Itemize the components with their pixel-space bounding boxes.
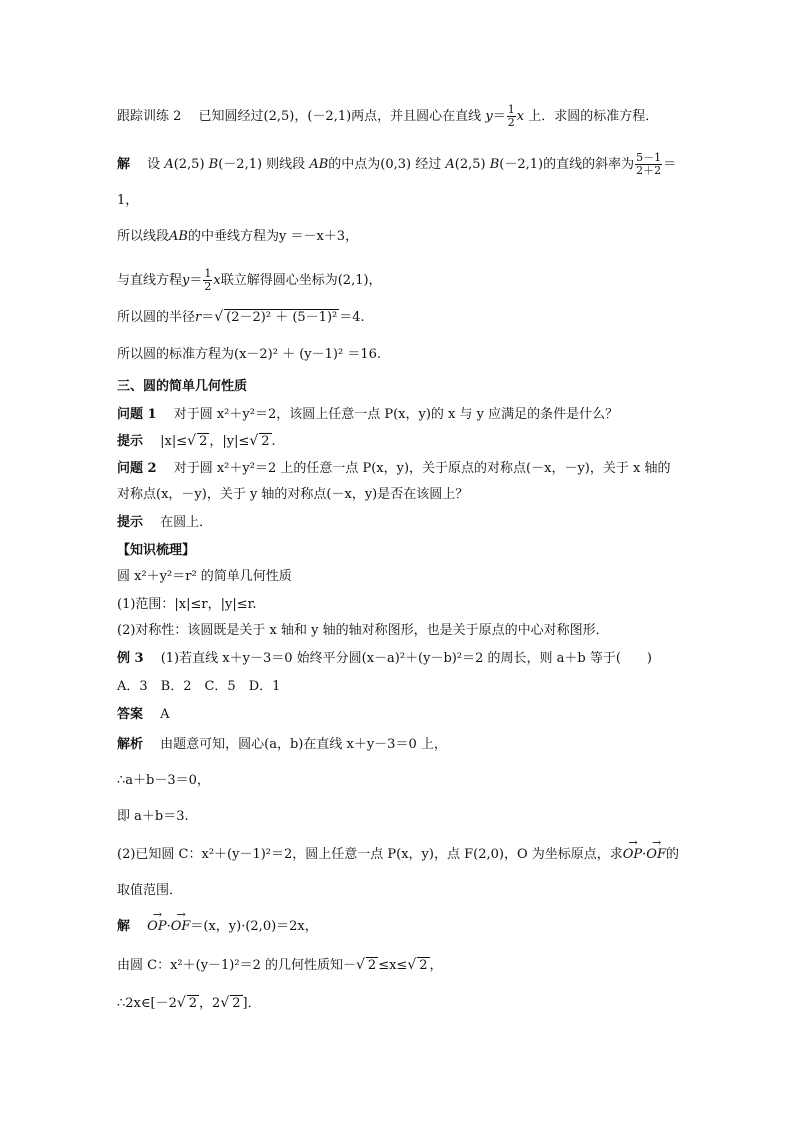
analysis-label: 解析 (117, 737, 144, 752)
section-heading: 三、圆的简单几何性质 (117, 379, 248, 394)
analysis-line: 解析 由题意可知，圆心(a，b)在直线 x＋y－3＝0 上， (117, 737, 447, 752)
geometric-property-line: 由圆 C：x²＋(y－1)²＝2 的几何性质知－√ 2 ≤x≤√ 2 ， (117, 957, 443, 973)
example-3-label: 例 3 (117, 651, 144, 666)
radius-line: 所以圆的半径r＝√ (2－2)² ＋ (5－1)² ＝4. (117, 309, 365, 325)
question-1-label: 问题 1 (117, 407, 157, 422)
example-3-part-2: (2)已知圆 C：x²＋(y－1)²＝2，圆上任意一点 P(x，y)，点 F(2,0)，O 为坐标原点，求→ OP·→ OF的 (117, 846, 679, 864)
therefore-line: ∴a＋b－3＝0， (117, 773, 210, 788)
hint-1-label: 提示 (117, 434, 144, 449)
perpendicular-bisector-line: 所以线段AB的中垂线方程为y ＝－x＋3， (117, 229, 359, 244)
vector-op: → OP (147, 918, 166, 936)
question-1: 问题 1 对于圆 x²＋y²＝2，该圆上任意一点 P(x，y)的 x 与 y 应满足的条件是什么？ (117, 407, 619, 422)
question-2: 问题 2 对于圆 x²＋y²＝2 上的任意一点 P(x，y)，关于原点的对称点(－x，－y)，关于 x 轴的 (117, 461, 671, 476)
practice-question: 跟踪训练 2 已知圆经过(2,5)，(－2,1)两点，并且圆心在直线 y＝ $\frac{1}{2}$ x 上．求圆的标准方程． (117, 103, 659, 129)
vector-of: → OF (171, 918, 191, 936)
range-property: (1)范围：|x|≤r，|y|≤r. (117, 597, 257, 612)
fraction-one-half: $\frac{1}{2}$ (204, 267, 212, 293)
slope-value: 1， (117, 193, 139, 208)
question-2-label: 问题 2 (117, 461, 157, 476)
solution-slope-line: 解 设 A(2,5) B(－2,1) 则线段 AB的中点为(0,3) 经过 A(2,5) B(－2,1)的直线的斜率为 $\frac{5-1}{2+2}$ ＝ (117, 151, 677, 177)
result-line: 即 a＋b＝3. (117, 809, 189, 824)
hint-1: 提示 |x|≤√ 2 ，|y|≤√ 2 . (117, 433, 276, 449)
slope-fraction: $\frac{5-1}{2+2}$ (636, 151, 662, 177)
example-3: 例 3 (1)若直线 x＋y－3＝0 始终平分圆(x－a)²＋(y－b)²＝2 的周长，则 a＋b 等于( ) (117, 651, 652, 666)
example-3-part-2-continued: 取值范围． (117, 883, 183, 898)
answer-options: A．3 B．2 C．5 D．1 (117, 679, 281, 694)
radius-radicand: (2－2)² ＋ (5－1)² (226, 310, 338, 325)
solution-2-label: 解 (117, 919, 131, 934)
answer-value: A (160, 707, 170, 722)
solution-2-line: 解 → OP·→ OF＝(x，y)·(2,0)＝2x， (117, 918, 318, 936)
hint-2: 提示 在圆上． (117, 515, 213, 530)
answer-line (117, 706, 170, 724)
final-result-line: ∴2x∈[－2√ 2 ，2√ 2 ]． (117, 995, 261, 1011)
vector-of: → OF (646, 846, 666, 864)
hint-2-label: 提示 (117, 515, 144, 530)
question-2-continued: 对称点(x，－y)，关于 y 轴的对称点(－x，y)是否在该圆上？ (117, 487, 469, 502)
vector-op: → OP (623, 846, 642, 864)
fraction-one-half: $\frac{1}{2}$ (507, 103, 515, 129)
property-title: 圆 x²＋y²＝r² 的简单几何性质 (117, 569, 292, 584)
symmetry-property: (2)对称性：该圆既是关于 x 轴和 y 轴的轴对称图形，也是关于原点的中心对称图形． (117, 623, 609, 638)
center-coordinates-line: 与直线方程y＝ $\frac{1}{2}$ x联立解得圆心坐标为(2,1)， (117, 267, 382, 293)
standard-equation-line: 所以圆的标准方程为(x－2)² ＋ (y－1)² ＝16. (117, 347, 381, 362)
solution-label: 解 (117, 157, 131, 172)
practice-label: 跟踪训练 2 (117, 109, 182, 124)
radical-sign: √ (214, 309, 224, 325)
answer-label: 答案 (117, 707, 144, 722)
knowledge-heading: 【知识梳理】 (117, 543, 196, 558)
